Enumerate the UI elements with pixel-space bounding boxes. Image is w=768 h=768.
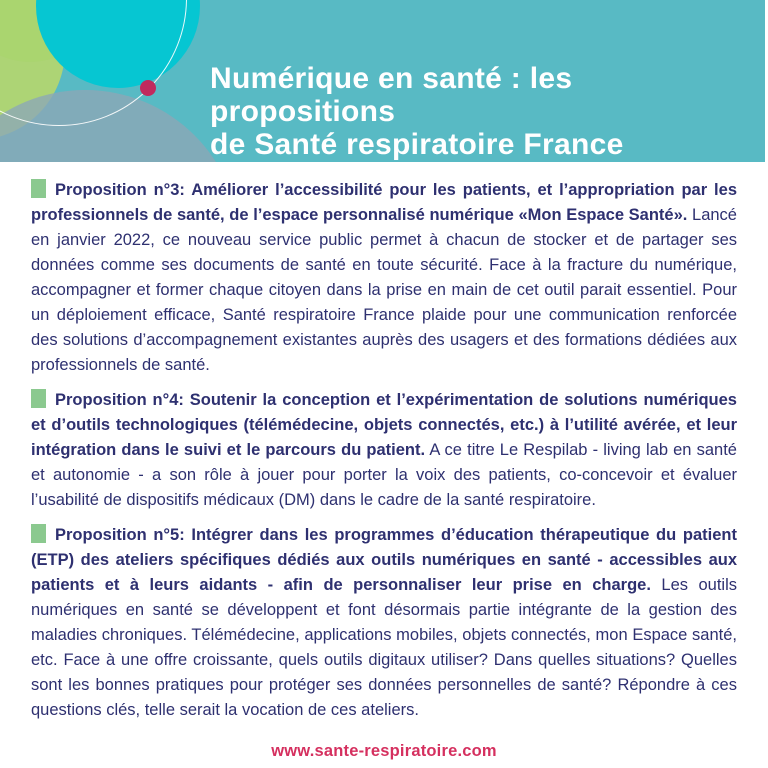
proposition-paragraph-5 <box>31 523 737 723</box>
proposition-5-text: Les outils numériques en santé se développent et font désormais partie intégrante de la gestion des maladies chroniques. Télémédecine, applications mobiles, objets connectés, mon Espace santé, etc. Face à une offre croissante, quels outils digitaux utiliser? Dans quelles situations? Quelles sont les bonnes pratiques pour protéger ses données personnelles de santé? Répondre à ces questions clés, telle serait la vocation de ces ateliers. <box>31 576 737 719</box>
decor-dot-icon <box>140 80 156 96</box>
proposition-paragraph-4 <box>31 388 737 513</box>
proposition-3-heading: Proposition n°3: Améliorer l’accessibilité pour les patients, et l’appropriation par les professionnels de santé, de l’espace personnalisé numérique «Mon Espace Santé». <box>31 181 737 224</box>
footer <box>31 739 737 764</box>
proposition-3-text: Lancé en janvier 2022, ce nouveau service public permet à chacun de stocker et de partager ses données comme ses documents de santé en toute sécurité. Face à la fracture du numérique, accompagner et former chaque citoyen dans la prise en main de cet outil parait essentiel. Pour un déploiement efficace, Santé respiratoire France plaide pour une communication renforcée des solutions d’accompagnement existantes auprès des usagers et des formations dédiées aux professionnels de santé. <box>31 206 737 374</box>
green-square-bullet-icon <box>31 179 46 198</box>
green-square-bullet-icon <box>31 524 46 543</box>
page-title-line2: de Santé respiratoire France <box>210 128 624 162</box>
proposition-5-heading: Proposition n°5: Intégrer dans les programmes d’éducation thérapeutique du patient (ETP) des ateliers spécifiques dédiés aux outils numériques en santé - accessibles aux patients et à leurs aidants - afin de personnaliser leur prise en charge. <box>31 526 737 594</box>
proposition-4-text: A ce titre Le Respilab - living lab en santé et autonomie - a son rôle à jouer pour porter la voix des patients, co-concevoir et évaluer l’usabilité de dispositifs médicaux (DM) dans le cadre de la santé respiratoire. <box>31 441 737 509</box>
green-square-bullet-icon <box>31 389 46 408</box>
page-title <box>210 62 765 161</box>
proposition-4-heading: Proposition n°4: Soutenir la conception et l’expérimentation de solutions numériques et d’outils technologiques (télémédecine, objets connectés, etc.) à l’utilité avérée, et leur intégration dans le suivi et le parcours du patient. <box>31 391 737 459</box>
website-link[interactable]: www.sante-respiratoire.com <box>271 742 497 760</box>
propositions-section <box>0 162 768 764</box>
page-title-line1: Numérique en santé : les propositions <box>210 62 573 129</box>
proposition-paragraph-3 <box>31 178 737 378</box>
decor-ring-icon <box>0 0 187 126</box>
header-banner <box>0 0 765 162</box>
